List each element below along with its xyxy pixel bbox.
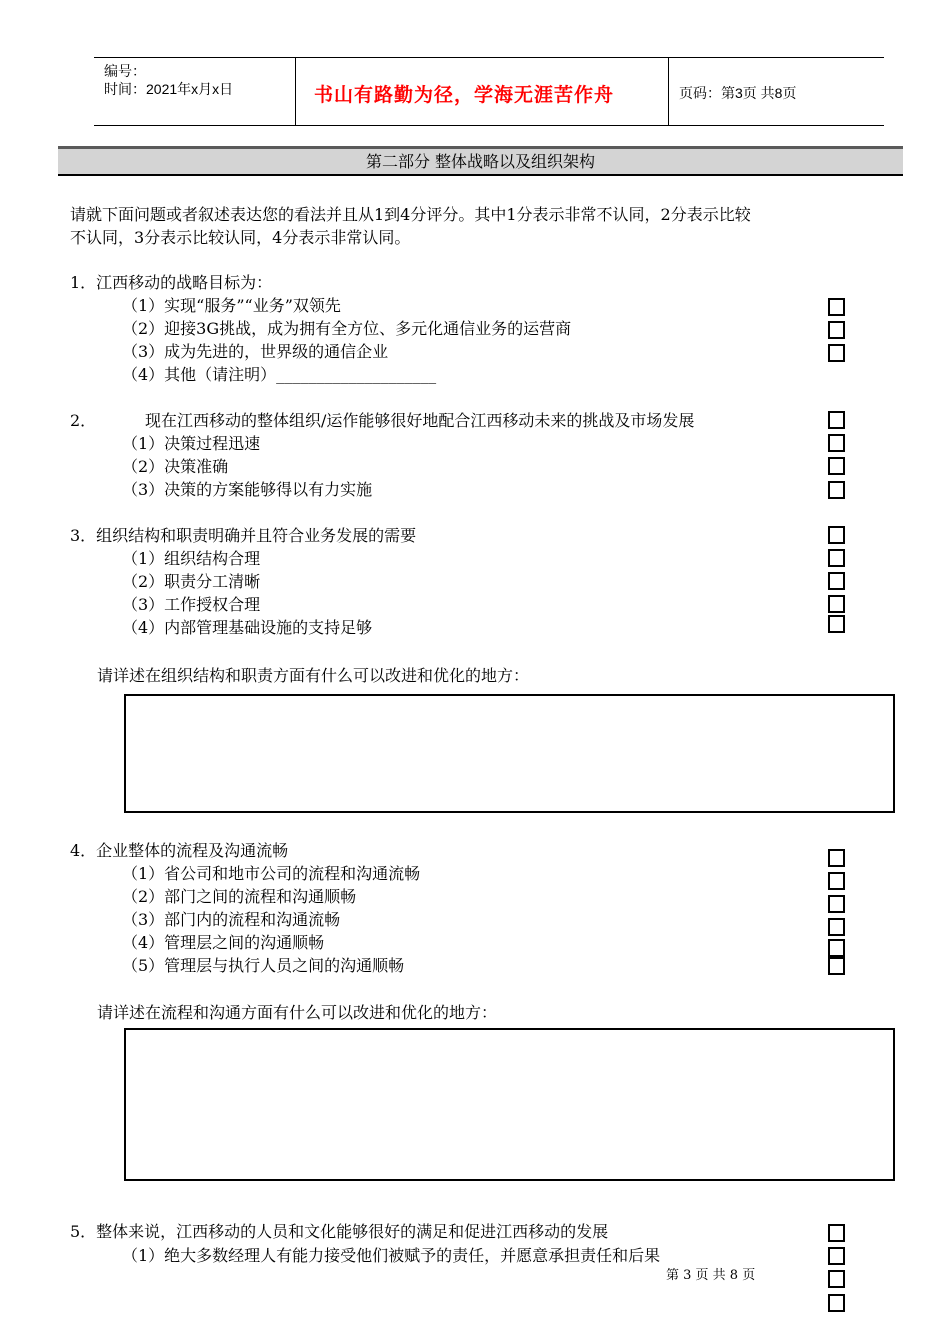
section-title-bar	[58, 146, 903, 176]
q3-option-2-checkbox[interactable]	[828, 572, 845, 590]
section-title: 第二部分 整体战略以及组织架构	[365, 152, 596, 171]
q1-option-4: （4）其他（请注明）____________________	[122, 365, 437, 384]
intro-line-2: 不认同，3分表示比较认同，4分表示非常认同。	[70, 228, 411, 247]
q4-option-5: （5）管理层与执行人员之间的沟通顺畅	[122, 956, 405, 975]
header-top-rule	[94, 57, 884, 58]
q3-option-2: （2）职责分工清晰	[122, 572, 261, 591]
header-bottom-rule	[94, 125, 884, 126]
header-divider-1	[295, 57, 296, 126]
q4-option-2: （2）部门之间的流程和沟通顺畅	[122, 887, 357, 906]
q1-title: 1．江西移动的战略目标为：	[70, 273, 273, 292]
q3-option-4: （4）内部管理基础设施的支持足够	[122, 618, 373, 637]
q3-title: 3．组织结构和职责明确并且符合业务发展的需要	[70, 526, 417, 545]
q3-option-4-checkbox[interactable]	[828, 615, 845, 633]
q3-title-checkbox[interactable]	[828, 526, 845, 544]
q4-option-4-checkbox[interactable]	[828, 939, 845, 957]
doc-number-label: 编号：	[104, 63, 146, 79]
q4-option-4: （4）管理层之间的沟通顺畅	[122, 933, 325, 952]
page-label: 页码：第3页 共8页	[679, 85, 797, 101]
q3-option-1: （1）组织结构合理	[122, 549, 261, 568]
q4-option-2-checkbox[interactable]	[828, 895, 845, 913]
q5-title-checkbox[interactable]	[828, 1224, 845, 1242]
q4-option-5-checkbox[interactable]	[828, 957, 845, 975]
q2-number: 2．	[70, 411, 97, 430]
q5-title: 5．整体来说，江西移动的人员和文化能够很好的满足和促进江西移动的发展	[70, 1222, 609, 1241]
q1-option-3-checkbox[interactable]	[828, 344, 845, 362]
q5-option-3-checkbox[interactable]	[828, 1294, 845, 1312]
header-motto: 书山有路勤为径，学海无涯苦作舟	[314, 84, 615, 106]
q4-option-3-checkbox[interactable]	[828, 918, 845, 936]
q2-option-2-checkbox[interactable]	[828, 457, 845, 475]
time-label: 时间：2021年x月x日	[104, 81, 234, 97]
q1-option-2: （2）迎接3G挑战，成为拥有全方位、多元化通信业务的运营商	[122, 319, 572, 338]
q5-option-2-checkbox[interactable]	[828, 1270, 845, 1288]
q3-option-1-checkbox[interactable]	[828, 549, 845, 567]
q3-option-3-checkbox[interactable]	[828, 595, 845, 613]
q2-option-3: （3）决策的方案能够得以有力实施	[122, 480, 373, 499]
q2-title: 现在江西移动的整体组织/运作能够很好地配合江西移动未来的挑战及市场发展	[145, 411, 695, 430]
q4-title: 4．企业整体的流程及沟通流畅	[70, 841, 289, 860]
intro-line-1: 请就下面问题或者叙述表达您的看法并且从1到4分评分。其中1分表示非常不认同，2分表示比较	[70, 205, 751, 224]
q2-option-3-checkbox[interactable]	[828, 481, 845, 499]
q1-option-3: （3）成为先进的，世界级的通信企业	[122, 342, 389, 361]
page-footer: 第 3 页 共 8 页	[666, 1268, 756, 1283]
q3-prompt: 请详述在组织结构和职责方面有什么可以改进和优化的地方：	[97, 666, 530, 685]
q1-option-1-checkbox[interactable]	[828, 298, 845, 316]
q4-option-3: （3）部门内的流程和沟通流畅	[122, 910, 341, 929]
q2-option-2: （2）决策准确	[122, 457, 229, 476]
q5-option-1-checkbox[interactable]	[828, 1247, 845, 1265]
q3-option-3: （3）工作授权合理	[122, 595, 261, 614]
header-divider-2	[668, 57, 669, 126]
q1-option-1: （1）实现“服务”“业务”双领先	[122, 296, 341, 315]
q2-option-1: （1）决策过程迅速	[122, 434, 261, 453]
q4-answer-box[interactable]	[124, 1028, 895, 1181]
q3-answer-box[interactable]	[124, 694, 895, 813]
q2-title-checkbox[interactable]	[828, 411, 845, 429]
q1-option-2-checkbox[interactable]	[828, 321, 845, 339]
q5-option-1: （1）绝大多数经理人有能力接受他们被赋予的责任，并愿意承担责任和后果	[122, 1246, 661, 1265]
q4-option-1-checkbox[interactable]	[828, 872, 845, 890]
q4-option-1: （1）省公司和地市公司的流程和沟通流畅	[122, 864, 421, 883]
q4-prompt: 请详述在流程和沟通方面有什么可以改进和优化的地方：	[97, 1003, 498, 1022]
q4-title-checkbox[interactable]	[828, 849, 845, 867]
q2-option-1-checkbox[interactable]	[828, 434, 845, 452]
